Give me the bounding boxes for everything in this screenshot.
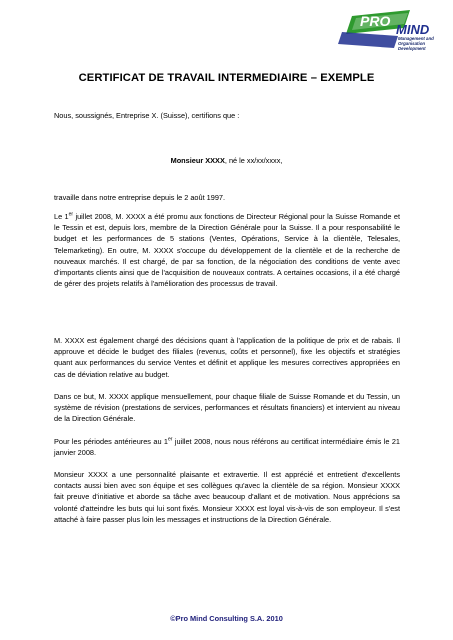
employee-name: Monsieur XXXX: [170, 156, 225, 165]
paragraph-promotion: [54, 211, 400, 289]
promotion-text-rest: juillet 2008, M. XXXX a été promu aux fonctions de Directeur Régional pour la Suisse Romande et le Tessin et est, depuis lors, membre de la Direction Générale pour la Suisse. Il a pour responsabilité le budget et les performances de 5 stations (Ventes, Opérations, Service à la clientèle, Telesales, Telemarketing). En outre, M. XXXX s'occupe du développement de la clientèle et de la recherche de nouveaux marchés. Il est chargé, de par sa fonction, de la négociation des conditions de vente avec d'importants clients ainsi que de l'acquisition de nouveaux contrats. A certaines occasions, il a été chargé de gérer des projets relatifs à l'amélioration des processus de travail.: [54, 212, 401, 289]
paragraph-pricing: M. XXXX est également chargé des décisions quant à l'application de la politique de prix et de rabais. Il approuve et décide le budget des filiales (revenus, coûts et personnel), fixe les objectifs et stratégies quant aux performances du service Ventes et définit et applique les mesures correctives appropriées en cas de déviation relative au budget.: [54, 336, 400, 379]
document-title: CERTIFICAT DE TRAVAIL INTERMEDIAIRE – EXEMPLE: [78, 72, 375, 84]
logo-pro-text: PRO: [360, 13, 391, 29]
footer-copyright: ©Pro Mind Consulting S.A. 2010: [170, 614, 283, 623]
promotion-sup: er: [68, 211, 74, 218]
logo-tagline-line2: Organisation Development: [398, 41, 426, 51]
employment-since: travaille dans notre entreprise depuis le 2 août 1997.: [54, 193, 226, 202]
logo-tagline: [398, 36, 450, 51]
previous-text-start: Pour les périodes antérieures au 1: [54, 437, 169, 446]
paragraph-previous-periods: [54, 436, 400, 458]
paragraph-personality: Monsieur XXXX a une personnalité plaisante et extravertie. Il est apprécié et entretient d'excellents contacts aussi bien avec son équipe et ses collègues qu'avec la clientèle de sa région. Monsieur XXXX fait preuve d'initiative et aborde sa tâche avec beaucoup d'allant et de motivation. Nous apprécions sa volonté d'atteindre les buts qui lui sont fixés. Monsieur XXXX est loyal vis-à-vis de son employeur. Il s'est attaché à faire passer plus loin les messages et instructions de la Direction Générale.: [54, 470, 400, 524]
company-logo: [338, 8, 450, 54]
paragraph-revision: Dans ce but, M. XXXX applique mensuellement, pour chaque filiale de Suisse Romande et du Tessin, un système de révision (prestations de services, performances et résultats financiers) et intervient au niveau de la Direction Générale.: [54, 392, 400, 424]
logo-mind-text: MIND: [396, 22, 430, 37]
logo-tagline-line1: Management and: [398, 36, 434, 41]
employee-birth: , né le xx/xx/xxxx,: [224, 156, 283, 165]
previous-sup: er: [168, 436, 173, 443]
intro-paragraph: Nous, soussignés, Entreprise X. (Suisse), certifions que :: [54, 111, 240, 120]
promotion-text-start: Le 1: [54, 212, 69, 221]
employee-line: [0, 155, 453, 166]
previous-text-rest: juillet 2008, nous nous référons au certificat intermédiaire émis le 21 janvier 2008.: [54, 437, 400, 458]
